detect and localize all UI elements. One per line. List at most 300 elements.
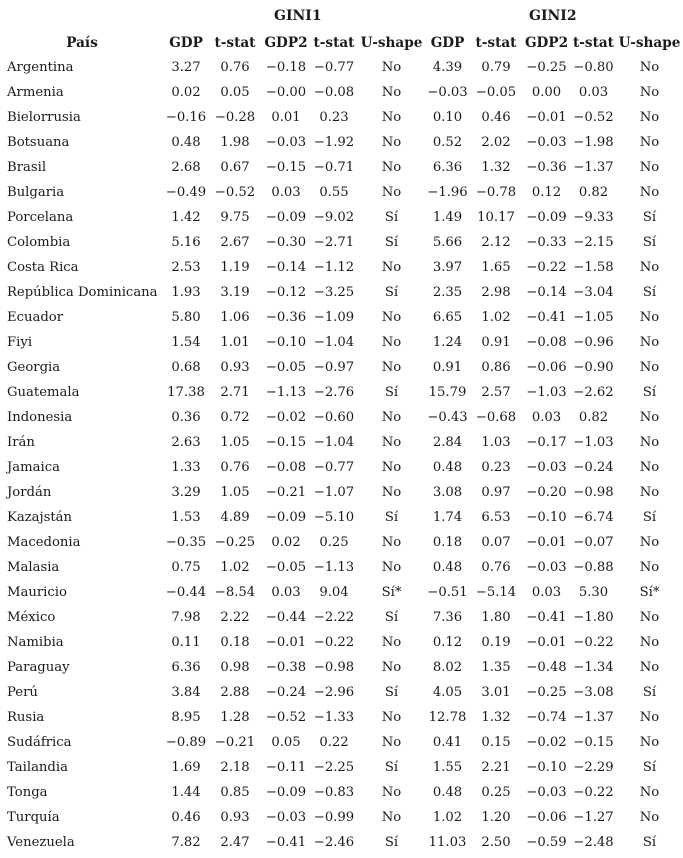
gini1-tstat-cell: 1.98 (220, 135, 250, 150)
gini1-ushape-cell: No (381, 310, 402, 325)
gini1-gdp-cell: 1.53 (171, 510, 201, 525)
gini2-gdp-cell: 4.39 (432, 60, 463, 75)
gini2-tstat2-cell: −1.80 (573, 610, 614, 625)
gini2-gdp2-cell: −0.09 (526, 210, 567, 225)
gini1-tstat-cell: −0.52 (214, 185, 256, 200)
gini2-gdp2-cell: −1.03 (526, 385, 567, 400)
gini1-tstat-cell: −0.25 (214, 535, 256, 550)
gini1-tstat2-header: t-stat (313, 34, 355, 51)
gini2-tstat2-cell: −2.15 (573, 235, 614, 250)
gini1-gdp-cell: 0.48 (171, 135, 201, 150)
gini2-tstat2-cell: −1.27 (573, 810, 614, 825)
gini2-tstat-cell: −0.68 (475, 410, 517, 425)
gini2-tstat-header: t-stat (475, 34, 517, 51)
gini2-gdp-cell: 11.03 (428, 835, 467, 850)
gini1-tstat2-cell: −5.10 (313, 510, 355, 525)
gini1-tstat-cell: 0.67 (220, 160, 250, 175)
table-row (0, 55, 683, 80)
gini2-gdp2-cell: −0.02 (526, 735, 567, 750)
gini1-gdp-cell: −0.89 (165, 735, 207, 750)
gini1-tstat2-cell: 9.04 (319, 585, 349, 600)
gini2-gdp2-cell: −0.01 (526, 535, 567, 550)
gini1-gdp2-cell: −0.00 (265, 85, 307, 100)
table-row (0, 155, 683, 180)
gini2-gdp-cell: 3.97 (432, 260, 463, 275)
gini1-tstat-cell: 0.93 (220, 360, 250, 375)
gini1-gdp2-cell: −0.24 (265, 685, 307, 700)
gini1-tstat-cell: 1.05 (220, 435, 250, 450)
table-row (0, 630, 683, 655)
gini2-tstat2-cell: −0.24 (573, 460, 614, 475)
group-header-gini1: GINI1 (274, 8, 322, 24)
gini1-ushape-cell: No (381, 810, 402, 825)
gini1-gdp-cell: 0.68 (171, 360, 201, 375)
gini1-gdp2-cell: −0.15 (265, 435, 307, 450)
gini2-gdp-cell: 4.05 (432, 685, 463, 700)
gini2-ushape-cell: No (639, 710, 660, 725)
country-cell: Jordán (7, 485, 52, 500)
gini1-gdp-cell: 0.75 (171, 560, 201, 575)
gini1-gdp2-cell: −0.38 (265, 660, 307, 675)
gini1-tstat2-cell: −3.25 (313, 285, 355, 300)
gini2-gdp-cell: 15.79 (428, 385, 467, 400)
gini2-gdp-cell: 6.36 (432, 160, 463, 175)
gini1-gdp-cell: 0.46 (171, 810, 201, 825)
country-cell: Tonga (7, 785, 48, 800)
gini1-gdp2-cell: −0.05 (265, 560, 307, 575)
gini2-gdp2-cell: −0.33 (526, 235, 567, 250)
gini2-gdp-cell: 1.24 (432, 335, 463, 350)
gini1-gdp-cell: 1.42 (171, 210, 201, 225)
country-cell: República Dominicana (7, 285, 158, 300)
gini1-gdp2-cell: −0.08 (265, 460, 307, 475)
gini1-gdp-cell: 8.95 (171, 710, 201, 725)
country-cell: Bulgaria (7, 185, 65, 200)
gini2-tstat2-cell: −1.37 (573, 710, 614, 725)
gini1-gdp2-header: GDP2 (264, 34, 308, 51)
gini1-gdp2-cell: −0.36 (265, 310, 307, 325)
gini1-gdp-cell: −0.35 (165, 535, 207, 550)
gini2-gdp-header: GDP (430, 34, 465, 51)
gini2-tstat-cell: 3.01 (481, 685, 511, 700)
country-cell: Mauricio (7, 585, 67, 600)
gini1-ushape-cell: Sí (384, 210, 399, 225)
gini2-tstat2-cell: −0.07 (573, 535, 614, 550)
country-cell: Jamaica (7, 460, 60, 475)
gini1-tstat2-cell: −1.09 (313, 310, 355, 325)
gini2-gdp-cell: 8.02 (432, 660, 463, 675)
gini1-gdp-cell: 0.11 (171, 635, 201, 650)
gini2-tstat2-cell: −9.33 (573, 210, 614, 225)
gini1-gdp2-cell: −1.13 (265, 385, 307, 400)
gini2-gdp-cell: 1.74 (432, 510, 463, 525)
gini2-tstat-cell: 2.57 (481, 385, 511, 400)
gini1-gdp2-cell: −0.02 (265, 410, 307, 425)
gini1-gdp-header: GDP (169, 34, 203, 51)
gini2-gdp-cell: 5.66 (432, 235, 463, 250)
gini2-ushape-cell: No (639, 260, 660, 275)
gini2-ushape-cell: No (639, 410, 660, 425)
gini1-gdp2-cell: −0.15 (265, 160, 307, 175)
table-row (0, 130, 683, 155)
country-cell: Bielorrusia (7, 110, 81, 125)
gini1-tstat-cell: 0.98 (220, 660, 250, 675)
gini1-ushape-cell: Sí (384, 685, 399, 700)
gini2-gdp2-cell: −0.41 (526, 610, 567, 625)
gini1-tstat2-cell: −2.25 (313, 760, 355, 775)
gini2-tstat2-cell: −3.08 (573, 685, 614, 700)
gini1-gdp2-cell: −0.03 (265, 810, 307, 825)
gini1-tstat-header: t-stat (214, 34, 256, 51)
gini2-gdp2-cell: −0.48 (526, 660, 567, 675)
gini1-gdp2-cell: −0.52 (265, 710, 307, 725)
table-row (0, 605, 683, 630)
country-cell: Costa Rica (7, 260, 79, 275)
gini2-tstat2-cell: 5.30 (578, 585, 609, 600)
gini1-tstat2-cell: −0.98 (313, 660, 355, 675)
gini2-tstat2-cell: −0.88 (573, 560, 614, 575)
gini2-ushape-cell: Sí* (639, 585, 660, 600)
gini2-ushape-cell: No (639, 335, 660, 350)
country-cell: Fiyi (7, 335, 33, 350)
gini2-gdp-cell: −0.43 (427, 410, 468, 425)
country-header: País (66, 34, 98, 51)
gini2-tstat2-cell: −6.74 (573, 510, 614, 525)
gini1-tstat2-cell: −0.97 (313, 360, 355, 375)
gini1-tstat2-cell: −2.22 (313, 610, 355, 625)
gini1-tstat-cell: 1.28 (220, 710, 250, 725)
gini2-ushape-cell: No (639, 435, 660, 450)
gini2-gdp-cell: −1.96 (427, 185, 468, 200)
gini1-gdp2-cell: −0.21 (265, 485, 307, 500)
gini1-tstat2-cell: −2.76 (313, 385, 355, 400)
gini1-ushape-cell: Sí (384, 235, 399, 250)
gini1-gdp-cell: 1.69 (171, 760, 201, 775)
gini1-ushape-cell: No (381, 785, 402, 800)
gini1-ushape-cell: No (381, 335, 402, 350)
gini1-tstat2-cell: −0.99 (313, 810, 355, 825)
gini2-tstat-cell: 1.35 (481, 660, 511, 675)
gini1-gdp-cell: 3.84 (171, 685, 201, 700)
gini2-tstat-cell: 0.91 (481, 335, 511, 350)
table-row (0, 405, 683, 430)
gini1-gdp-cell: 1.93 (171, 285, 201, 300)
gini2-gdp2-cell: −0.25 (526, 60, 567, 75)
gini2-ushape-cell: No (639, 735, 660, 750)
gini1-gdp2-cell: 0.02 (271, 535, 301, 550)
gini2-ushape-cell: No (639, 635, 660, 650)
country-cell: Venezuela (7, 835, 75, 850)
gini1-tstat-cell: 4.89 (220, 510, 250, 525)
country-cell: Porcelana (7, 210, 74, 225)
gini2-tstat2-cell: −0.80 (573, 60, 614, 75)
table-row (0, 530, 683, 555)
country-cell: Sudáfrica (7, 735, 72, 750)
gini2-ushape-cell: No (639, 560, 660, 575)
gini1-tstat-cell: 0.05 (220, 85, 250, 100)
country-cell: Malasia (7, 560, 60, 575)
table-row (0, 705, 683, 730)
gini1-tstat2-cell: −0.77 (313, 60, 355, 75)
gini2-tstat-cell: 0.07 (481, 535, 511, 550)
gini1-gdp2-cell: −0.09 (265, 510, 307, 525)
gini2-gdp-cell: 1.55 (432, 760, 463, 775)
gini1-tstat-cell: 0.18 (220, 635, 250, 650)
gini1-gdp2-cell: −0.09 (265, 210, 307, 225)
gini2-gdp-cell: 2.35 (432, 285, 463, 300)
gini2-tstat2-cell: −0.52 (573, 110, 614, 125)
gini2-gdp2-cell: −0.22 (526, 260, 567, 275)
gini2-tstat-cell: 0.46 (481, 110, 511, 125)
gini2-ushape-cell: No (639, 110, 660, 125)
gini1-ushape-cell: Sí (384, 385, 399, 400)
gini2-tstat2-cell: −1.37 (573, 160, 614, 175)
gini1-tstat2-cell: −1.33 (313, 710, 355, 725)
regression-results-table (0, 30, 683, 855)
gini2-ushape-cell: No (639, 160, 660, 175)
gini2-gdp-cell: 0.48 (432, 785, 463, 800)
gini2-gdp2-cell: −0.74 (526, 710, 567, 725)
gini2-ushape-cell: Sí (642, 235, 657, 250)
gini1-gdp-cell: 1.44 (171, 785, 201, 800)
gini2-ushape-cell: No (639, 660, 660, 675)
gini1-tstat-cell: 0.76 (220, 60, 250, 75)
gini2-tstat2-cell: −1.03 (573, 435, 614, 450)
gini1-gdp-cell: 2.68 (171, 160, 201, 175)
gini1-tstat2-cell: 0.22 (319, 735, 349, 750)
gini2-gdp-cell: 3.08 (432, 485, 463, 500)
gini1-tstat2-cell: −0.60 (313, 410, 355, 425)
gini2-gdp2-cell: −0.25 (526, 685, 567, 700)
gini2-gdp2-cell: 0.03 (531, 585, 562, 600)
gini2-gdp2-cell: 0.03 (531, 410, 562, 425)
gini2-gdp2-cell: −0.10 (526, 760, 567, 775)
gini1-gdp2-cell: −0.01 (265, 635, 307, 650)
gini2-tstat2-cell: −0.96 (573, 335, 614, 350)
gini1-tstat-cell: 2.18 (220, 760, 250, 775)
gini2-ushape-cell: No (639, 135, 660, 150)
gini1-tstat-cell: 1.19 (220, 260, 250, 275)
gini2-gdp2-cell: −0.03 (526, 785, 567, 800)
gini1-gdp-cell: 2.63 (171, 435, 201, 450)
gini2-gdp2-cell: −0.03 (526, 460, 567, 475)
gini1-tstat2-cell: −1.07 (313, 485, 355, 500)
country-cell: Indonesia (7, 410, 73, 425)
table-row (0, 755, 683, 780)
gini1-ushape-cell: No (381, 185, 402, 200)
gini1-tstat-cell: 1.06 (220, 310, 250, 325)
gini2-gdp-cell: 6.65 (432, 310, 463, 325)
gini2-ushape-cell: No (639, 785, 660, 800)
gini1-tstat-cell: −8.54 (214, 585, 256, 600)
gini1-tstat2-cell: −2.71 (313, 235, 355, 250)
gini2-gdp-cell: 12.78 (428, 710, 467, 725)
country-cell: Ecuador (7, 310, 64, 325)
gini2-gdp-cell: 0.48 (432, 560, 463, 575)
gini1-tstat2-cell: 0.23 (319, 110, 349, 125)
gini1-ushape-cell: No (381, 410, 402, 425)
gini2-gdp-cell: 0.10 (432, 110, 463, 125)
gini1-gdp2-cell: −0.14 (265, 260, 307, 275)
gini2-tstat-cell: 10.17 (477, 210, 515, 225)
table-row (0, 330, 683, 355)
gini1-tstat-cell: 1.05 (220, 485, 250, 500)
gini2-gdp2-cell: −0.59 (526, 835, 567, 850)
gini1-gdp2-cell: −0.44 (265, 610, 307, 625)
gini2-tstat-cell: 1.32 (481, 710, 511, 725)
country-cell: Argentina (7, 60, 74, 75)
gini1-tstat-cell: 2.71 (220, 385, 250, 400)
country-cell: Armenia (7, 85, 64, 100)
gini1-gdp2-cell: −0.11 (265, 760, 307, 775)
gini1-gdp-cell: −0.49 (165, 185, 207, 200)
gini2-tstat-cell: 1.80 (481, 610, 511, 625)
gini2-tstat2-header: t-stat (573, 34, 614, 51)
gini2-tstat-cell: 1.02 (481, 310, 511, 325)
gini1-tstat-cell: 3.19 (220, 285, 250, 300)
table-row (0, 805, 683, 830)
gini2-gdp2-cell: −0.06 (526, 360, 567, 375)
gini1-gdp2-cell: 0.05 (271, 735, 301, 750)
gini1-ushape-cell: No (381, 135, 402, 150)
table-row (0, 680, 683, 705)
country-cell: Perú (7, 685, 38, 700)
gini1-ushape-cell: No (381, 60, 402, 75)
country-cell: Tailandia (7, 760, 68, 775)
gini1-ushape-header: U-shape (360, 34, 423, 51)
gini2-ushape-cell: Sí (642, 685, 657, 700)
gini1-gdp-cell: 17.38 (167, 385, 205, 400)
gini2-gdp2-cell: −0.41 (526, 310, 567, 325)
country-cell: Kazajstán (7, 510, 73, 525)
country-cell: Rusia (7, 710, 45, 725)
gini1-gdp-cell: 0.36 (171, 410, 201, 425)
gini2-tstat-cell: 0.23 (481, 460, 511, 475)
gini2-tstat-cell: 1.03 (481, 435, 511, 450)
country-cell: Guatemala (7, 385, 80, 400)
gini2-tstat-cell: 0.76 (481, 560, 511, 575)
table-row (0, 830, 683, 855)
gini1-ushape-cell: No (381, 460, 402, 475)
gini1-ushape-cell: No (381, 660, 402, 675)
gini1-ushape-cell: Sí (384, 610, 399, 625)
gini2-ushape-cell: No (639, 610, 660, 625)
gini2-gdp2-cell: 0.12 (531, 185, 562, 200)
country-cell: Paraguay (7, 660, 70, 675)
gini2-ushape-cell: No (639, 60, 660, 75)
gini2-gdp2-cell: −0.06 (526, 810, 567, 825)
gini1-ushape-cell: No (381, 260, 402, 275)
gini2-tstat-cell: 2.21 (481, 760, 511, 775)
gini1-tstat-cell: −0.21 (214, 735, 256, 750)
table-row (0, 280, 683, 305)
gini1-tstat-cell: 0.93 (220, 810, 250, 825)
gini2-tstat-cell: −0.78 (475, 185, 517, 200)
gini1-gdp2-cell: −0.30 (265, 235, 307, 250)
gini2-ushape-cell: Sí (642, 210, 657, 225)
gini1-gdp-cell: 1.33 (171, 460, 201, 475)
gini1-tstat2-cell: −1.04 (313, 435, 355, 450)
gini2-ushape-cell: No (639, 485, 660, 500)
table-body (0, 55, 683, 855)
gini1-ushape-cell: No (381, 635, 402, 650)
gini2-tstat-cell: 6.53 (481, 510, 511, 525)
gini1-gdp-cell: 5.16 (171, 235, 201, 250)
gini1-tstat-cell: 2.22 (220, 610, 250, 625)
gini2-tstat-cell: 2.02 (481, 135, 511, 150)
gini1-ushape-cell: Sí (384, 835, 399, 850)
gini2-ushape-cell: Sí (642, 510, 657, 525)
gini1-ushape-cell: No (381, 435, 402, 450)
gini2-tstat2-cell: −0.15 (573, 735, 614, 750)
gini1-gdp-cell: −0.44 (165, 585, 207, 600)
gini1-tstat2-cell: −0.22 (313, 635, 355, 650)
gini1-ushape-cell: Sí* (381, 585, 402, 600)
table-row (0, 380, 683, 405)
table-row (0, 480, 683, 505)
gini1-tstat2-cell: −1.12 (313, 260, 355, 275)
gini2-gdp-cell: 0.48 (432, 460, 463, 475)
table-row (0, 305, 683, 330)
table-row (0, 180, 683, 205)
gini1-tstat2-cell: −1.92 (313, 135, 355, 150)
gini2-ushape-cell: No (639, 85, 660, 100)
gini2-gdp2-cell: −0.03 (526, 560, 567, 575)
gini1-ushape-cell: No (381, 485, 402, 500)
gini1-gdp2-cell: −0.41 (265, 835, 307, 850)
gini2-tstat-cell: 0.86 (481, 360, 511, 375)
gini2-ushape-cell: No (639, 460, 660, 475)
gini2-gdp2-cell: −0.17 (526, 435, 567, 450)
gini2-tstat2-cell: −1.98 (573, 135, 614, 150)
country-cell: México (7, 610, 56, 625)
gini1-tstat-cell: 0.76 (220, 460, 250, 475)
gini2-gdp-cell: 1.02 (432, 810, 463, 825)
gini1-gdp-cell: 7.98 (171, 610, 201, 625)
gini2-gdp-cell: 0.41 (432, 735, 463, 750)
gini2-ushape-cell: No (639, 535, 660, 550)
gini2-gdp2-cell: −0.01 (526, 635, 567, 650)
table-row (0, 555, 683, 580)
table-row (0, 80, 683, 105)
gini2-tstat2-cell: 0.82 (578, 185, 609, 200)
gini2-tstat-cell: 0.25 (481, 785, 511, 800)
gini1-gdp-cell: 0.02 (171, 85, 201, 100)
gini1-ushape-cell: No (381, 360, 402, 375)
gini2-tstat-cell: 2.50 (481, 835, 511, 850)
gini2-tstat-cell: 0.15 (481, 735, 511, 750)
gini2-tstat2-cell: −2.29 (573, 760, 614, 775)
gini1-ushape-cell: No (381, 560, 402, 575)
gini1-tstat2-cell: −1.13 (313, 560, 355, 575)
gini1-tstat2-cell: −2.46 (313, 835, 355, 850)
gini2-tstat2-cell: −2.48 (573, 835, 614, 850)
gini1-gdp-cell: 6.36 (171, 660, 201, 675)
gini1-tstat2-cell: −1.04 (313, 335, 355, 350)
gini2-tstat-cell: −0.05 (475, 85, 517, 100)
gini2-gdp-cell: −0.51 (427, 585, 468, 600)
gini2-gdp2-cell: −0.14 (526, 285, 567, 300)
gini2-gdp2-cell: −0.10 (526, 510, 567, 525)
table-row (0, 230, 683, 255)
gini2-tstat-cell: 0.79 (481, 60, 511, 75)
gini1-gdp2-cell: −0.09 (265, 785, 307, 800)
gini2-gdp-cell: 0.12 (432, 635, 463, 650)
table-row (0, 430, 683, 455)
gini1-gdp-cell: −0.16 (165, 110, 207, 125)
gini2-gdp-cell: 7.36 (432, 610, 463, 625)
table-row (0, 355, 683, 380)
